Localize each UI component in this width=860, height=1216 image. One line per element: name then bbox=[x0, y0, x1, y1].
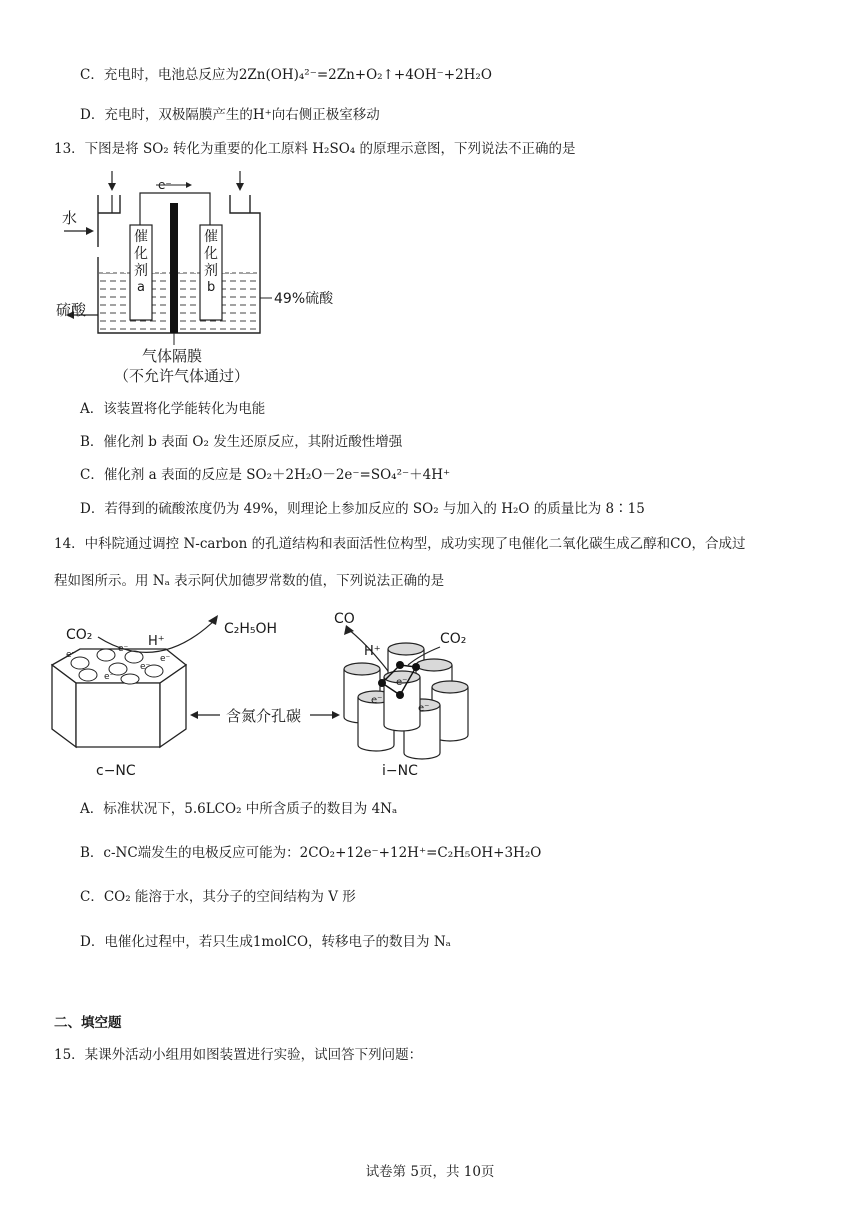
q13-acid-49-label: 49%硫酸 bbox=[274, 291, 334, 307]
q14-stem-line2: 程如图所示。用 Nₐ 表示阿伏加德罗常数的值，下列说法正确的是 bbox=[54, 573, 445, 589]
q14-electron-left: e⁻ bbox=[66, 650, 77, 660]
q14-option-a: A．标准状况下，5.6LCO₂ 中所含质子的数目为 4Nₐ bbox=[80, 801, 398, 817]
q14-h-left: H⁺ bbox=[148, 634, 165, 649]
q14-carbon-diagram bbox=[48, 605, 488, 785]
q13-membrane-note: （不允许气体通过） bbox=[114, 367, 250, 385]
q13-stem: 13．下图是将 SO₂ 转化为重要的化工原料 H₂SO₄ 的原理示意图，下列说法不正确的是 bbox=[54, 141, 576, 157]
page-footer: 试卷第 5页，共 10页 bbox=[365, 1164, 495, 1180]
q14-co2-left: CO₂ bbox=[66, 627, 93, 643]
q13-option-c: C．催化剂 a 表面的反应是 SO₂＋2H₂O－2e⁻=SO₄²⁻＋4H⁺ bbox=[80, 467, 451, 483]
q14-electron-left: e⁻ bbox=[160, 654, 171, 664]
q14-option-d: D．电催化过程中，若只生成1molCO，转移电子的数目为 Nₐ bbox=[80, 934, 451, 950]
q14-right-label: i−NC bbox=[382, 763, 418, 779]
q14-co-label: CO bbox=[334, 611, 355, 627]
q13-gas-membrane bbox=[170, 203, 178, 333]
q13-catalyst-b-char: 化 bbox=[204, 246, 218, 262]
q14-electron-left: e⁻ bbox=[118, 644, 129, 654]
q13-catalyst-a-letter: a bbox=[137, 280, 145, 295]
q14-option-c: C．CO₂ 能溶于水，其分子的空间结构为 V 形 bbox=[80, 889, 356, 905]
q13-catalyst-a-char: 化 bbox=[134, 246, 148, 262]
q14-option-b: B．c-NC端发生的电极反应可能为：2CO₂+12e⁻+12H⁺=C₂H₅OH+3H₂O bbox=[80, 845, 542, 861]
q13-option-b: B．催化剂 b 表面 O₂ 发生还原反应，其附近酸性增强 bbox=[80, 434, 403, 450]
q14-electron-left: e⁻ bbox=[104, 672, 115, 682]
q13-water-label: 水 bbox=[62, 209, 78, 227]
q14-electron-right: e⁻ bbox=[371, 695, 383, 706]
q14-stem-line1: 14．中科院通过调控 N-carbon 的孔道结构和表面活性位构型，成功实现了电催化二氧化碳生成乙醇和CO，合成过 bbox=[54, 536, 746, 552]
q13-catalyst-b-char: 催 bbox=[204, 229, 218, 245]
q13-option-d: D．若得到的硫酸浓度仍为 49%，则理论上参加反应的 SO₂ 与加入的 H₂O 的质量比为 8∶15 bbox=[80, 501, 645, 517]
q13-option-a: A．该装置将化学能转化为电能 bbox=[80, 401, 266, 417]
q13-catalyst-a-char: 剂 bbox=[134, 263, 148, 279]
q12-option-c: C．充电时，电池总反应为2Zn(OH)₄²⁻=2Zn+O₂↑+4OH⁻+2H₂O bbox=[80, 67, 492, 83]
q13-catalyst-b-letter: b bbox=[207, 280, 216, 295]
q14-electron-right: e⁻ bbox=[396, 677, 408, 688]
q13-catalyst-b-char: 剂 bbox=[204, 263, 218, 279]
q13-membrane-label: 气体隔膜 bbox=[142, 347, 203, 365]
q14-electron-right: e⁻ bbox=[418, 703, 430, 714]
q13-acid-out-label: 硫酸 bbox=[56, 301, 87, 319]
q14-left-label: c−NC bbox=[96, 763, 136, 779]
q15-stem: 15．某课外活动小组用如图装置进行实验，试回答下列问题： bbox=[54, 1047, 423, 1063]
section-title: 二、填空题 bbox=[54, 1015, 122, 1031]
q12-option-d: D．充电时，双极隔膜产生的H⁺向右侧正极室移动 bbox=[80, 107, 380, 123]
q14-co2-right: CO₂ bbox=[440, 631, 467, 647]
q14-center-label: 含氮介孔碳 bbox=[226, 707, 302, 725]
q13-electrolysis-diagram bbox=[50, 165, 370, 390]
q14-ethanol-label: C₂H₅OH bbox=[224, 621, 278, 637]
q14-h-right: H⁺ bbox=[364, 644, 381, 659]
q13-electron-label: e⁻ bbox=[158, 178, 172, 192]
q14-electron-left: e⁻ bbox=[140, 662, 151, 672]
q13-catalyst-a-char: 催 bbox=[134, 229, 148, 245]
